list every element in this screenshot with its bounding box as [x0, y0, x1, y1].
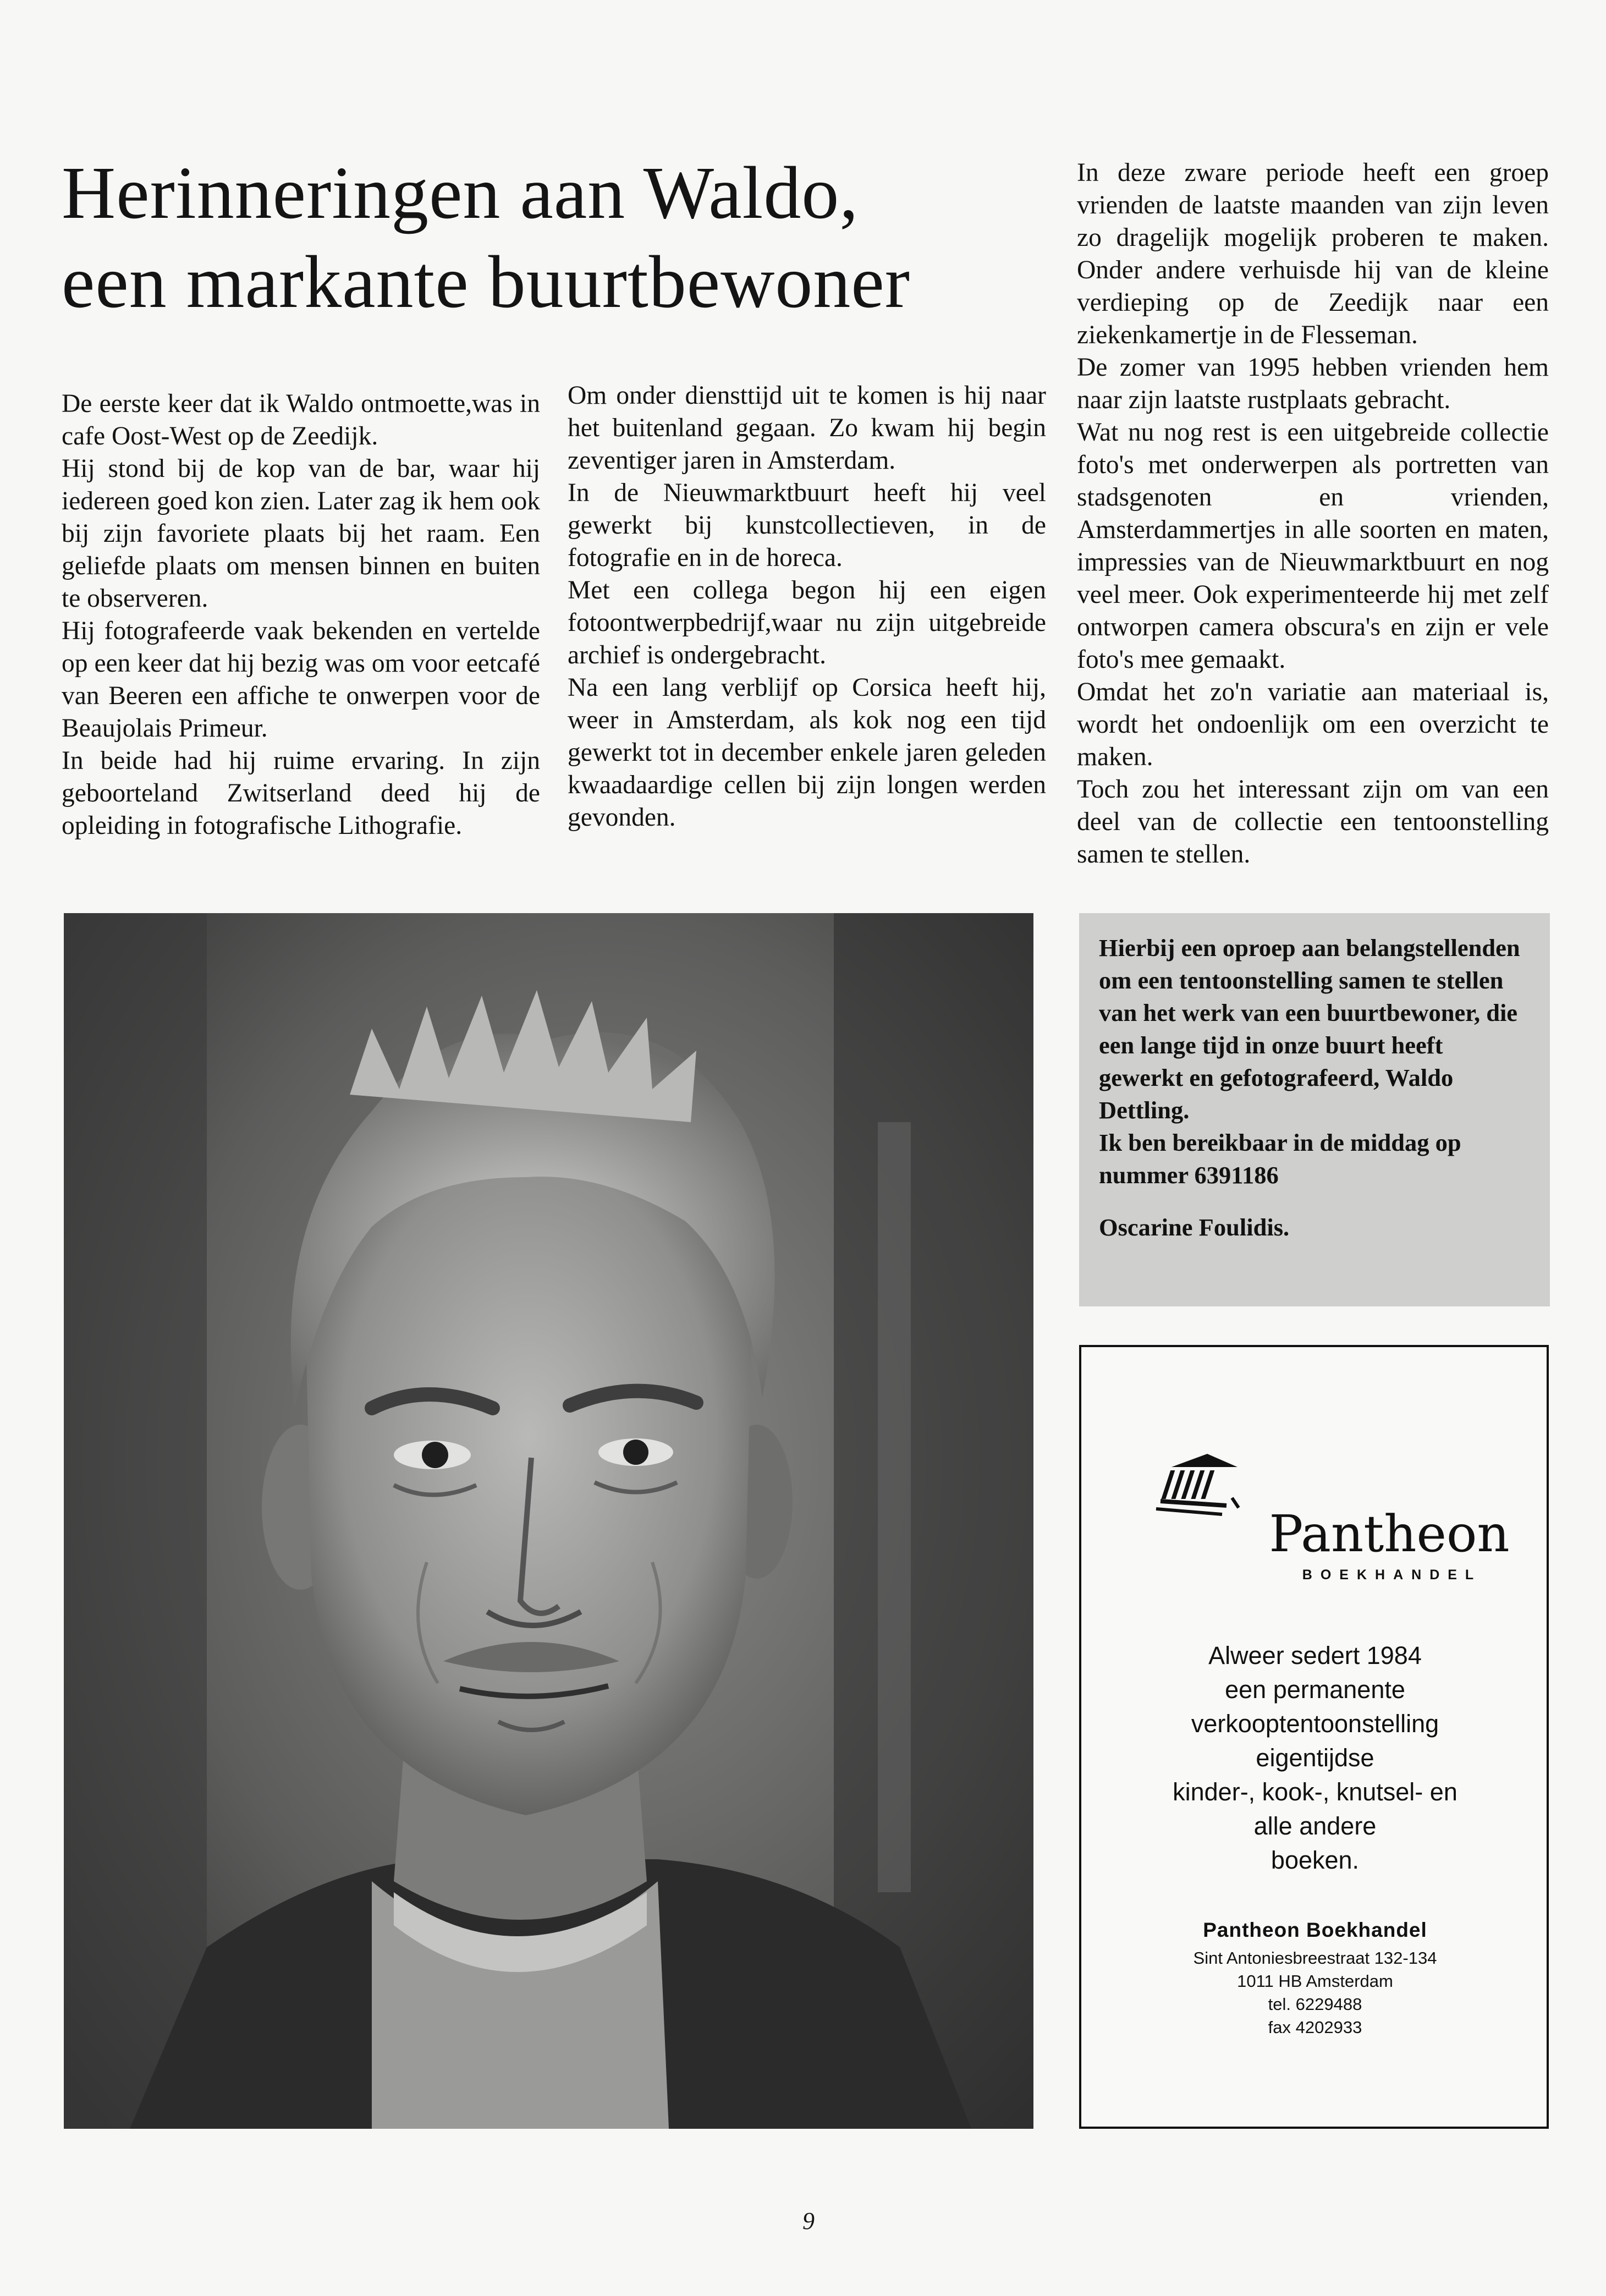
- paragraph: Hij stond bij de kop van de bar, waar hij iedereen goed kon zien. Later zag ik hem ook bij zijn favoriete plaats bij het raam. Een geliefde plaats om mensen binnen en buiten te observeren.: [62, 454, 540, 613]
- paragraph: Na een lang verblijf op Corsica heeft hij, weer in Amsterdam, als kok nog een tijd gewerkt tot in december enkele jaren geleden kwaadaardige cellen bij zijn longen werden gevonden.: [568, 673, 1046, 832]
- paragraph: In deze zware periode heeft een groep vrienden de laatste maanden van zijn leven zo dragelijk mogelijk proberen te maken. Onder andere verhuisde hij van de kleine verdieping op de Zeedijk naar een ziekenkamertje in de Flesseman.: [1077, 158, 1549, 349]
- store-fax: fax 4202933: [1268, 2018, 1362, 2037]
- portrait-illustration: [64, 913, 1033, 2129]
- paragraph: De eerste keer dat ik Waldo ontmoette,was in cafe Oost-West op de Zeedijk.: [62, 389, 540, 451]
- ad-line: kinder-, kook-, knutsel- en: [1173, 1778, 1458, 1806]
- ad-line: alle andere: [1253, 1812, 1377, 1840]
- callout-signature: Oscarine Foulidis.: [1099, 1213, 1290, 1241]
- temple-icon: [1155, 1451, 1243, 1517]
- store-street: Sint Antoniesbreestraat 132-134: [1193, 1948, 1437, 1968]
- paragraph: Met een collega begon hij een eigen fotoontwerpbedrijf,waar nu zijn uitgebreide archief is ondergebracht.: [568, 576, 1046, 669]
- ad-line: verkooptentoonstelling: [1191, 1710, 1439, 1738]
- page-number: 9: [802, 2207, 815, 2234]
- store-phone: tel. 6229488: [1268, 1995, 1362, 2014]
- paragraph: De zomer van 1995 hebben vrienden hem naar zijn laatste rustplaats gebracht.: [1077, 353, 1549, 414]
- bookshop-advertisement: [1079, 1345, 1549, 2129]
- article-column-2: [568, 380, 1046, 834]
- article-title: [62, 149, 1063, 327]
- paragraph: Toch zou het interessant zijn om van een deel van de collectie een tentoonstelling samen te stellen.: [1077, 775, 1549, 869]
- ad-line: een permanente: [1225, 1676, 1405, 1704]
- store-name: Pantheon Boekhandel: [1203, 1919, 1427, 1941]
- appeal-callout: [1079, 913, 1550, 1306]
- ad-address: [1103, 1914, 1527, 2039]
- title-line-1: Herinneringen aan Waldo,: [62, 152, 859, 234]
- ad-line: boeken.: [1270, 1846, 1360, 1874]
- ad-line: eigentijdse: [1256, 1744, 1374, 1772]
- ad-line: Alweer sedert 1984: [1208, 1641, 1422, 1669]
- callout-text: Hierbij een oproep aan belangstellenden om een tentoonstelling samen te stellen van het werk van een buurtbewoner, die een lange tijd in onze buurt heeft gewerkt en gefotografeerd, Waldo Dettling.: [1099, 934, 1520, 1124]
- ad-brand-name: Pantheon: [1269, 1504, 1510, 1563]
- ad-brand-subtitle: BOEKHANDEL: [1302, 1567, 1482, 1583]
- paragraph: Wat nu nog rest is een uitgebreide collectie foto's met onderwerpen als portretten van stadsgenoten en vrienden, Amsterdammertjes in alle soorten en maten, impressies van de Nieuwmarktbuurt en nog veel meer. Ook experimenteerde hij met zelf ontworpen camera obscura's en zijn er vele foto's mee gemaakt.: [1077, 418, 1549, 674]
- store-city: 1011 HB Amsterdam: [1237, 1971, 1393, 1991]
- callout-contact: Ik ben bereikbaar in de middag op nummer 6391186: [1099, 1129, 1461, 1189]
- title-line-2: een markante buurtbewoner: [62, 241, 910, 323]
- paragraph: In beide had hij ruime ervaring. In zijn geboorteland Zwitserland deed hij de opleiding in fotografische Lithografie.: [62, 746, 540, 840]
- article-column-3: [1077, 157, 1549, 871]
- portrait-photo: [64, 913, 1033, 2129]
- paragraph: In de Nieuwmarktbuurt heeft hij veel gewerkt bij kunstcollectieven, in de fotografie en in de horeca.: [568, 479, 1046, 572]
- paragraph: Hij fotografeerde vaak bekenden en vertelde op een keer dat hij bezig was om voor eetcafé van Beeren een affiche te onwerpen voor de Beaujolais Primeur.: [62, 617, 540, 743]
- article-column-1: [62, 388, 540, 842]
- ad-copy: [1103, 1639, 1527, 1877]
- paragraph: Omdat het zo'n variatie aan materiaal is, wordt het ondoenlijk om een overzicht te maken.: [1077, 678, 1549, 771]
- paragraph: Om onder diensttijd uit te komen is hij naar het buitenland gegaan. Zo kwam hij begin zeventiger jaren in Amsterdam.: [568, 381, 1046, 475]
